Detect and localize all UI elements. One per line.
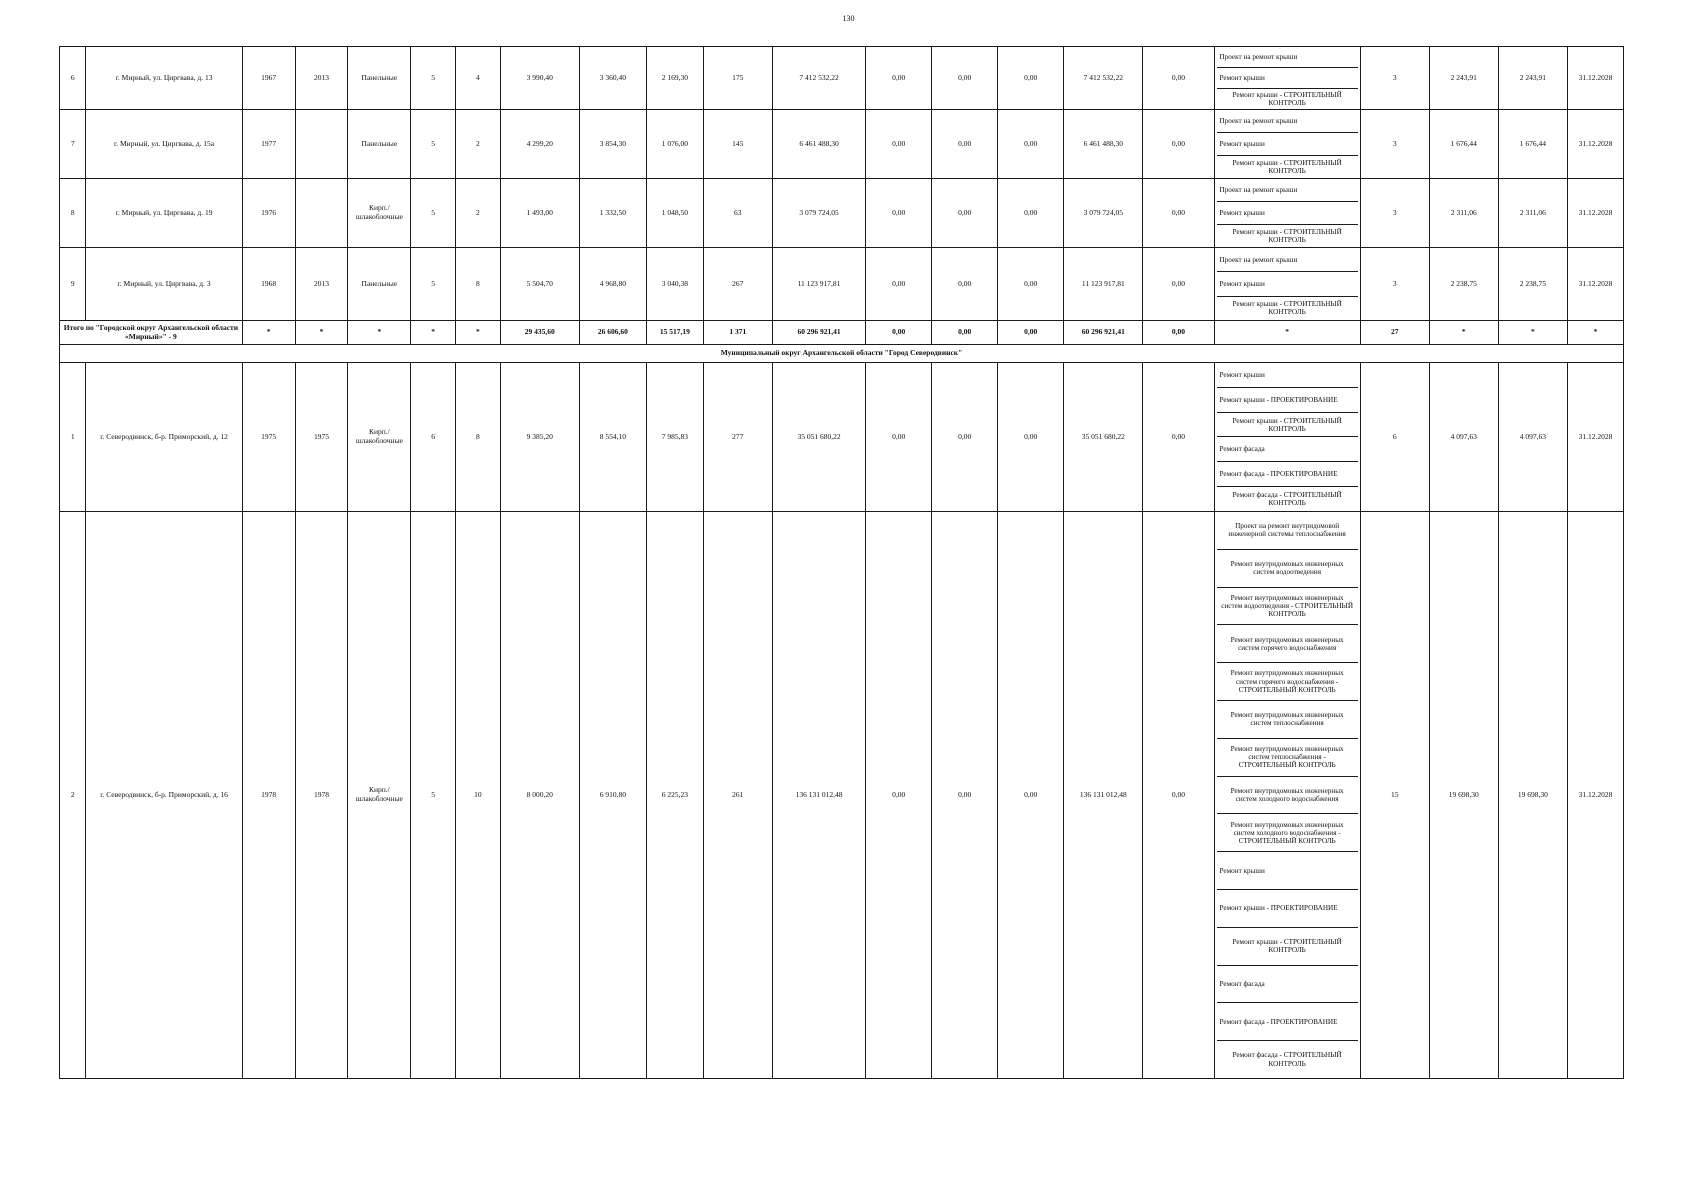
area-living-cell: 3 854,30 [579, 110, 646, 179]
row-number-cell: 6 [60, 47, 86, 110]
cost-regional-cell: 0,00 [932, 363, 998, 512]
unit-limit-cell: 2 243,91 [1498, 47, 1567, 110]
total-cost-total: 60 296 921,41 [772, 321, 865, 345]
total-star: * [1567, 321, 1623, 345]
work-item: Ремонт крыши - ПРОЕКТИРОВАНИЕ [1217, 388, 1358, 413]
work-count-cell: 3 [1360, 110, 1429, 179]
cost-owners-cell: 7 412 532,22 [1064, 47, 1143, 110]
address-cell: г. Северодвинск, б-р. Приморский, д. 16 [86, 512, 242, 1079]
total-c4: 60 296 921,41 [1064, 321, 1143, 345]
total-residents: 1 371 [703, 321, 772, 345]
cost-regional-cell: 0,00 [932, 512, 998, 1079]
table-row [60, 47, 1624, 110]
work-count-cell: 6 [1360, 363, 1429, 512]
year-built-cell: 1976 [242, 179, 295, 248]
total-star: * [411, 321, 456, 345]
cost-federal-cell: 0,00 [866, 363, 932, 512]
work-item: Ремонт крыши - ПРОЕКТИРОВАНИЕ [1217, 890, 1358, 928]
cost-federal-cell: 0,00 [866, 179, 932, 248]
total-star: * [242, 321, 295, 345]
work-count-cell: 3 [1360, 179, 1429, 248]
area-residential-cell: 3 040,38 [646, 248, 703, 321]
work-item: Проект на ремонт внутридомовой инженерной системы теплоснабжения [1217, 512, 1358, 550]
cost-local-cell: 0,00 [998, 179, 1064, 248]
total-star: * [1498, 321, 1567, 345]
unit-limit-cell: 1 676,44 [1498, 110, 1567, 179]
entrances-cell: 8 [456, 248, 501, 321]
work-item: Ремонт крыши - СТРОИТЕЛЬНЫЙ КОНТРОЛЬ [1217, 413, 1358, 438]
work-item: Ремонт крыши [1217, 272, 1358, 296]
works-list [1217, 512, 1358, 1078]
deadline-cell: 31.12.2028 [1567, 363, 1623, 512]
area-total-cell: 5 504,70 [500, 248, 579, 321]
work-item: Ремонт крыши - СТРОИТЕЛЬНЫЙ КОНТРОЛЬ [1232, 90, 1342, 107]
work-item: Ремонт фасада - СТРОИТЕЛЬНЫЙ КОНТРОЛЬ [1232, 490, 1342, 508]
area-total-cell: 1 493,00 [500, 179, 579, 248]
total-c1: 0,00 [866, 321, 932, 345]
total-c2: 0,00 [932, 321, 998, 345]
unit-cost-cell: 19 698,30 [1429, 512, 1498, 1079]
work-item: Ремонт внутридомовых инженерных систем горячего водоснабжения - СТРОИТЕЛЬНЫЙ КОНТРОЛЬ [1217, 663, 1358, 701]
area-living-cell: 4 968,80 [579, 248, 646, 321]
address-cell: г. Мирный, ул. Циргвава, д. 15а [86, 110, 242, 179]
area-total-cell: 9 385,20 [500, 363, 579, 512]
total-row [60, 321, 1624, 345]
work-count-cell: 15 [1360, 512, 1429, 1079]
cost-other-cell: 0,00 [1143, 179, 1214, 248]
unit-cost-cell: 4 097,63 [1429, 363, 1498, 512]
area-living-cell: 1 332,50 [579, 179, 646, 248]
works-cell [1214, 363, 1360, 512]
floors-cell: 6 [411, 363, 456, 512]
year-repair-cell: 1978 [295, 512, 348, 1079]
year-built-cell: 1977 [242, 110, 295, 179]
floors-cell: 5 [411, 110, 456, 179]
work-item: Ремонт крыши [1217, 68, 1358, 89]
table-row [60, 248, 1624, 321]
cost-local-cell: 0,00 [998, 512, 1064, 1079]
deadline-cell: 31.12.2028 [1567, 47, 1623, 110]
work-item: Ремонт крыши - СТРОИТЕЛЬНЫЙ КОНТРОЛЬ [1232, 227, 1342, 244]
work-item: Ремонт внутридомовых инженерных систем теплоснабжения - СТРОИТЕЛЬНЫЙ КОНТРОЛЬ [1217, 739, 1358, 777]
works-cell [1214, 179, 1360, 248]
works-cell [1214, 248, 1360, 321]
year-built-cell: 1975 [242, 363, 295, 512]
residents-cell: 267 [703, 248, 772, 321]
cost-owners-cell: 3 079 724,05 [1064, 179, 1143, 248]
entrances-cell: 2 [456, 179, 501, 248]
year-repair-cell: 1975 [295, 363, 348, 512]
cost-owners-cell: 136 131 012,48 [1064, 512, 1143, 1079]
wall-material-cell: Кирп./ шлакоблочные [348, 179, 411, 248]
work-count-cell: 3 [1360, 47, 1429, 110]
work-item: Ремонт фасада - ПРОЕКТИРОВАНИЕ [1217, 462, 1358, 487]
cost-federal-cell: 0,00 [866, 248, 932, 321]
cost-other-cell: 0,00 [1143, 363, 1214, 512]
year-built-cell: 1967 [242, 47, 295, 110]
cost-local-cell: 0,00 [998, 110, 1064, 179]
unit-cost-cell: 2 238,75 [1429, 248, 1498, 321]
works-list [1217, 363, 1358, 511]
cost-total-cell: 35 051 680,22 [772, 363, 865, 512]
total-c3: 0,00 [998, 321, 1064, 345]
entrances-cell: 4 [456, 47, 501, 110]
unit-limit-cell: 4 097,63 [1498, 363, 1567, 512]
total-area-res: 15 517,19 [646, 321, 703, 345]
table-row [60, 512, 1624, 1079]
cost-total-cell: 11 123 917,81 [772, 248, 865, 321]
wall-material-cell: Кирп./ шлакоблочные [348, 512, 411, 1079]
unit-cost-cell: 1 676,44 [1429, 110, 1498, 179]
total-work-count: 27 [1360, 321, 1429, 345]
area-residential-cell: 6 225,23 [646, 512, 703, 1079]
cost-regional-cell: 0,00 [932, 248, 998, 321]
section-title: Муниципальный округ Архангельской области "Город Северодвинск" [60, 345, 1624, 363]
area-total-cell: 4 299,20 [500, 110, 579, 179]
area-total-cell: 3 990,40 [500, 47, 579, 110]
unit-cost-cell: 2 243,91 [1429, 47, 1498, 110]
work-item: Ремонт крыши - СТРОИТЕЛЬНЫЙ КОНТРОЛЬ [1232, 158, 1342, 175]
year-built-cell: 1968 [242, 248, 295, 321]
area-residential-cell: 7 985,83 [646, 363, 703, 512]
cost-regional-cell: 0,00 [932, 179, 998, 248]
area-residential-cell: 1 076,00 [646, 110, 703, 179]
cost-other-cell: 0,00 [1143, 248, 1214, 321]
work-item: Проект на ремонт крыши [1217, 110, 1358, 133]
work-item: Ремонт фасада [1217, 966, 1358, 1004]
capital-repair-table [59, 46, 1624, 1079]
area-living-cell: 8 554,10 [579, 363, 646, 512]
row-number-cell: 9 [60, 248, 86, 321]
deadline-cell: 31.12.2028 [1567, 179, 1623, 248]
works-cell [1214, 512, 1360, 1079]
address-cell: г. Мирный, ул. Циргвава, д. 3 [86, 248, 242, 321]
total-label: Итого по "Городской округ Архангельской области «Мирный»" - 9 [60, 321, 243, 345]
total-area-living: 26 606,60 [579, 321, 646, 345]
cost-total-cell: 7 412 532,22 [772, 47, 865, 110]
total-area-total: 29 435,60 [500, 321, 579, 345]
wall-material-cell: Панельные [348, 47, 411, 110]
table-row [60, 179, 1624, 248]
year-repair-cell: 2013 [295, 248, 348, 321]
section-header-row [60, 345, 1624, 363]
floors-cell: 5 [411, 47, 456, 110]
residents-cell: 63 [703, 179, 772, 248]
total-star: * [1214, 321, 1360, 345]
cost-owners-cell: 6 461 488,30 [1064, 110, 1143, 179]
unit-limit-cell: 19 698,30 [1498, 512, 1567, 1079]
work-item: Проект на ремонт крыши [1217, 248, 1358, 272]
row-number-cell: 1 [60, 363, 86, 512]
floors-cell: 5 [411, 512, 456, 1079]
cost-owners-cell: 11 123 917,81 [1064, 248, 1143, 321]
year-repair-cell: 2013 [295, 47, 348, 110]
work-item: Проект на ремонт крыши [1217, 47, 1358, 68]
cost-regional-cell: 0,00 [932, 110, 998, 179]
total-c5: 0,00 [1143, 321, 1214, 345]
works-list [1217, 47, 1358, 109]
work-item: Проект на ремонт крыши [1217, 179, 1358, 202]
residents-cell: 277 [703, 363, 772, 512]
cost-local-cell: 0,00 [998, 248, 1064, 321]
cost-local-cell: 0,00 [998, 47, 1064, 110]
table-row [60, 110, 1624, 179]
work-item: Ремонт фасада [1217, 437, 1358, 462]
address-cell: г. Мирный, ул. Циргвава, д. 13 [86, 47, 242, 110]
area-living-cell: 3 360,40 [579, 47, 646, 110]
work-item: Ремонт крыши [1217, 202, 1358, 225]
entrances-cell: 2 [456, 110, 501, 179]
residents-cell: 145 [703, 110, 772, 179]
work-count-cell: 3 [1360, 248, 1429, 321]
cost-total-cell: 136 131 012,48 [772, 512, 865, 1079]
deadline-cell: 31.12.2028 [1567, 110, 1623, 179]
deadline-cell: 31.12.2028 [1567, 512, 1623, 1079]
address-cell: г. Мирный, ул. Циргвава, д. 19 [86, 179, 242, 248]
entrances-cell: 10 [456, 512, 501, 1079]
area-total-cell: 8 000,20 [500, 512, 579, 1079]
deadline-cell: 31.12.2028 [1567, 248, 1623, 321]
area-residential-cell: 2 169,30 [646, 47, 703, 110]
floors-cell: 5 [411, 179, 456, 248]
works-list [1217, 110, 1358, 178]
cost-other-cell: 0,00 [1143, 110, 1214, 179]
works-cell [1214, 110, 1360, 179]
unit-limit-cell: 2 311,06 [1498, 179, 1567, 248]
year-built-cell: 1978 [242, 512, 295, 1079]
total-star: * [456, 321, 501, 345]
residents-cell: 175 [703, 47, 772, 110]
work-item: Ремонт фасада - ПРОЕКТИРОВАНИЕ [1217, 1003, 1358, 1041]
floors-cell: 5 [411, 248, 456, 321]
cost-total-cell: 3 079 724,05 [772, 179, 865, 248]
cost-other-cell: 0,00 [1143, 512, 1214, 1079]
total-star: * [295, 321, 348, 345]
work-item: Ремонт внутридомовых инженерных систем теплоснабжения [1217, 701, 1358, 739]
works-list [1217, 248, 1358, 320]
work-item: Ремонт крыши - СТРОИТЕЛЬНЫЙ КОНТРОЛЬ [1232, 300, 1342, 317]
unit-cost-cell: 2 311,06 [1429, 179, 1498, 248]
residents-cell: 261 [703, 512, 772, 1079]
works-cell [1214, 47, 1360, 110]
row-number-cell: 2 [60, 512, 86, 1079]
total-star: * [348, 321, 411, 345]
wall-material-cell: Панельные [348, 110, 411, 179]
work-item: Ремонт внутридомовых инженерных систем водоотведения - СТРОИТЕЛЬНЫЙ КОНТРОЛЬ [1217, 588, 1358, 626]
row-number-cell: 8 [60, 179, 86, 248]
wall-material-cell: Панельные [348, 248, 411, 321]
page-number: 130 [842, 14, 855, 23]
cost-local-cell: 0,00 [998, 363, 1064, 512]
year-repair-cell [295, 110, 348, 179]
address-cell: г. Северодвинск, б-р. Приморский, д. 12 [86, 363, 242, 512]
row-number-cell: 7 [60, 110, 86, 179]
work-item: Ремонт крыши - СТРОИТЕЛЬНЫЙ КОНТРОЛЬ [1217, 928, 1358, 966]
table-row [60, 363, 1624, 512]
entrances-cell: 8 [456, 363, 501, 512]
cost-federal-cell: 0,00 [866, 110, 932, 179]
unit-limit-cell: 2 238,75 [1498, 248, 1567, 321]
work-item: Ремонт внутридомовых инженерных систем горячего водоснабжения [1217, 625, 1358, 663]
area-residential-cell: 1 048,50 [646, 179, 703, 248]
area-living-cell: 6 910,80 [579, 512, 646, 1079]
total-star: * [1429, 321, 1498, 345]
work-item: Ремонт крыши [1217, 133, 1358, 156]
cost-federal-cell: 0,00 [866, 47, 932, 110]
work-item: Ремонт внутридомовых инженерных систем водоотведения [1217, 550, 1358, 588]
year-repair-cell [295, 179, 348, 248]
cost-total-cell: 6 461 488,30 [772, 110, 865, 179]
cost-owners-cell: 35 051 680,22 [1064, 363, 1143, 512]
wall-material-cell: Кирп./ шлакоблочные [348, 363, 411, 512]
works-list [1217, 179, 1358, 247]
work-item: Ремонт фасада - СТРОИТЕЛЬНЫЙ КОНТРОЛЬ [1232, 1051, 1342, 1068]
cost-other-cell: 0,00 [1143, 47, 1214, 110]
cost-regional-cell: 0,00 [932, 47, 998, 110]
cost-federal-cell: 0,00 [866, 512, 932, 1079]
work-item: Ремонт внутридомовых инженерных систем холодного водоснабжения [1217, 777, 1358, 815]
work-item: Ремонт внутридомовых инженерных систем холодного водоснабжения - СТРОИТЕЛЬНЫЙ КОНТРОЛЬ [1217, 814, 1358, 852]
work-item: Ремонт крыши [1217, 852, 1358, 890]
work-item: Ремонт крыши [1217, 363, 1358, 388]
